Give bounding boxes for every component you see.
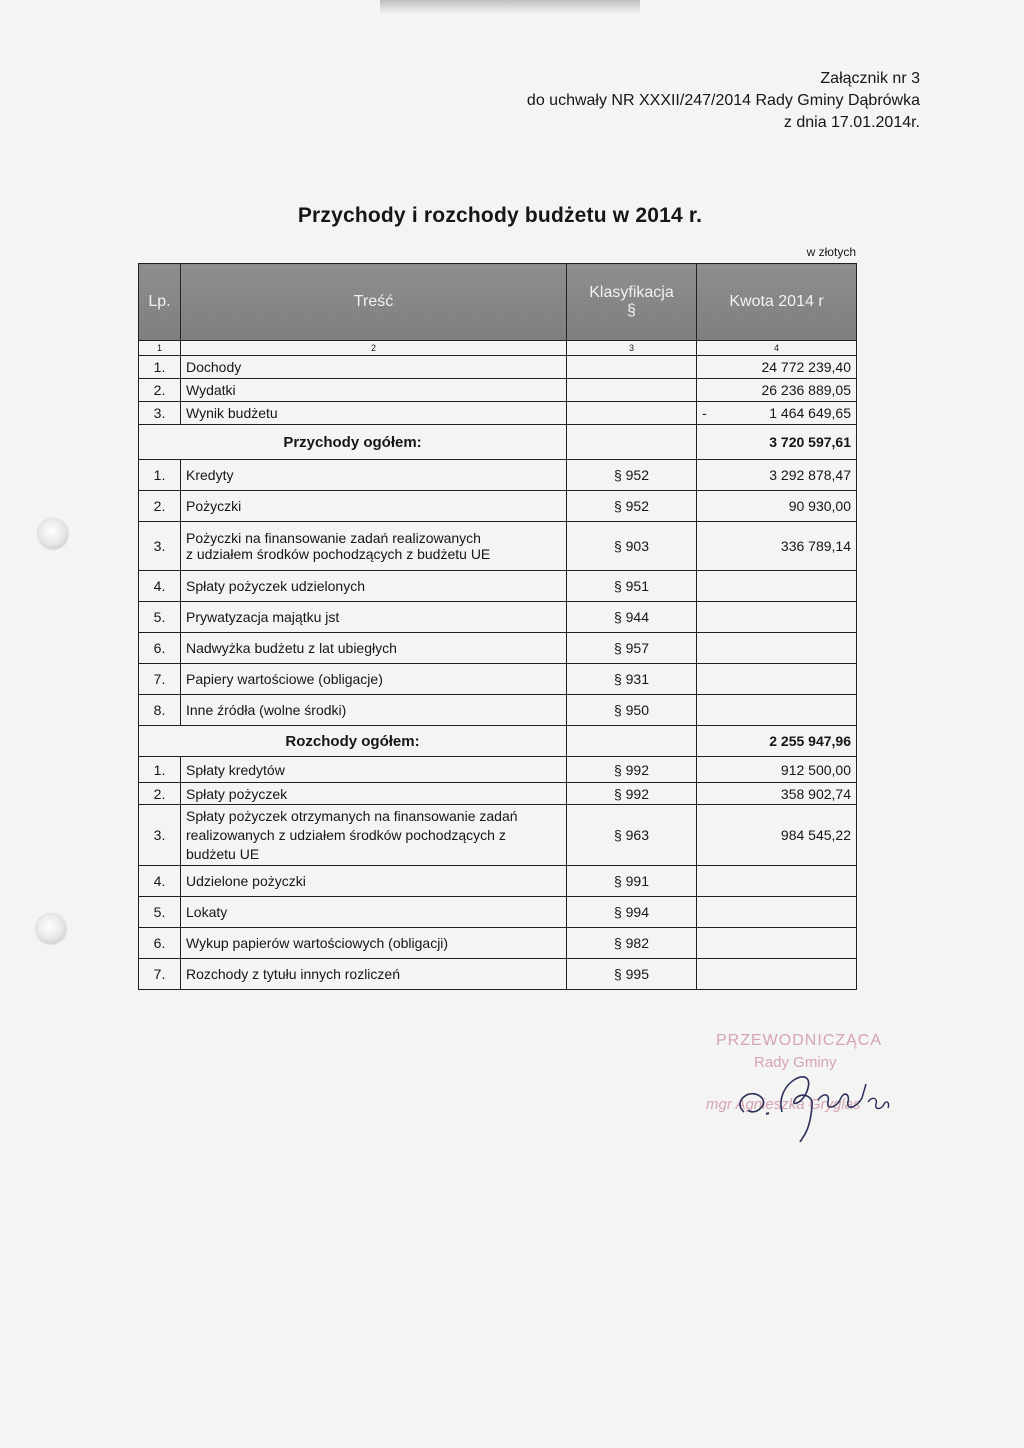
row-classification: § 950: [567, 695, 697, 726]
income-total-amount: 3 720 597,61: [697, 425, 857, 460]
chairwoman-stamp: [702, 1024, 922, 1124]
table-row: [139, 402, 857, 425]
table-row: [139, 805, 857, 866]
row-number: 2.: [139, 783, 181, 805]
stamp-name: mgr Agnieszka Gryglas: [706, 1096, 861, 1113]
row-text: [181, 805, 567, 866]
row-number: 3.: [139, 805, 181, 866]
row-classification: [567, 726, 697, 757]
column-header-tresc: Treść: [181, 264, 567, 341]
row-amount: 984 545,22: [697, 805, 857, 866]
row-amount: [697, 695, 857, 726]
row-amount: 24 772 239,40: [697, 356, 857, 379]
income-total-label: Przychody ogółem:: [139, 425, 567, 460]
row-number: 2.: [139, 379, 181, 402]
negative-sign: -: [702, 405, 707, 421]
row-number: 5.: [139, 602, 181, 633]
stamp-title: PRZEWODNICZĄCA: [716, 1032, 882, 1049]
row-text: Spłaty kredytów: [181, 757, 567, 783]
column-header-paragraph-sign: §: [627, 302, 636, 319]
row-amount-value: 1 464 649,65: [769, 405, 851, 421]
row-text-line: budżetu UE: [186, 845, 260, 862]
row-text: Pożyczki: [181, 491, 567, 522]
table-row: [139, 897, 857, 928]
document-header: [527, 68, 920, 134]
column-header-lp: Lp.: [139, 264, 181, 341]
table-row: [139, 783, 857, 805]
column-index: 1: [139, 341, 181, 356]
row-classification: § 952: [567, 460, 697, 491]
row-number: 4.: [139, 571, 181, 602]
row-amount: 90 930,00: [697, 491, 857, 522]
row-number: 7.: [139, 664, 181, 695]
row-amount: [697, 897, 857, 928]
scan-artifact: [380, 0, 640, 14]
table-row: [139, 491, 857, 522]
row-text: Prywatyzacja majątku jst: [181, 602, 567, 633]
column-index: 4: [697, 341, 857, 356]
row-number: 2.: [139, 491, 181, 522]
table-row: [139, 522, 857, 571]
table-row: [139, 959, 857, 990]
row-classification: § 944: [567, 602, 697, 633]
row-classification: [567, 356, 697, 379]
table-row: [139, 460, 857, 491]
row-classification: § 903: [567, 522, 697, 571]
table-row: [139, 356, 857, 379]
table-row: [139, 757, 857, 783]
row-amount: [697, 602, 857, 633]
expense-total-amount: 2 255 947,96: [697, 726, 857, 757]
row-classification: [567, 402, 697, 425]
row-classification: § 963: [567, 805, 697, 866]
row-classification: § 994: [567, 897, 697, 928]
row-classification: § 952: [567, 491, 697, 522]
row-text: Wydatki: [181, 379, 567, 402]
row-amount: [697, 633, 857, 664]
table-row: [139, 633, 857, 664]
row-classification: § 992: [567, 757, 697, 783]
attachment-label: Załącznik nr 3: [820, 70, 920, 87]
row-amount: 336 789,14: [697, 522, 857, 571]
unit-note: w złotych: [806, 245, 856, 259]
table-row: [139, 928, 857, 959]
row-text: Wynik budżetu: [181, 402, 567, 425]
column-header-klasyfikacja: [567, 264, 697, 341]
row-classification: § 931: [567, 664, 697, 695]
column-index-row: [139, 341, 857, 356]
row-classification: § 957: [567, 633, 697, 664]
row-text-line: z udziałem środków pochodzących z budżetu UE: [186, 546, 491, 562]
row-number: 1.: [139, 356, 181, 379]
row-text: Dochody: [181, 356, 567, 379]
row-amount: [697, 866, 857, 897]
row-classification: [567, 425, 697, 460]
column-index: 3: [567, 341, 697, 356]
column-header-klasyfikacja-label: Klasyfikacja: [589, 284, 674, 301]
row-classification: § 995: [567, 959, 697, 990]
row-amount: [697, 402, 857, 425]
row-classification: § 982: [567, 928, 697, 959]
resolution-label: do uchwały NR XXXII/247/2014 Rady Gminy Dąbrówka: [526, 92, 920, 109]
table-row: [139, 571, 857, 602]
row-number: 7.: [139, 959, 181, 990]
table-header-row: [139, 264, 857, 341]
row-classification: § 991: [567, 866, 697, 897]
row-amount: 358 902,74: [697, 783, 857, 805]
row-number: 5.: [139, 897, 181, 928]
page-title-text: Przychody i rozchody budżetu w 2014 r.: [297, 204, 703, 227]
page-title: [0, 204, 1024, 228]
row-text-line: Pożyczki na finansowanie zadań realizowanych: [186, 530, 481, 546]
row-number: 1.: [139, 757, 181, 783]
row-text: Spłaty pożyczek udzielonych: [181, 571, 567, 602]
row-text: Wykup papierów wartościowych (obligacji): [181, 928, 567, 959]
signature-mark: [722, 1042, 912, 1142]
row-text: Udzielone pożyczki: [181, 866, 567, 897]
row-number: 6.: [139, 928, 181, 959]
row-classification: [567, 379, 697, 402]
row-amount: [697, 571, 857, 602]
table-row: [139, 602, 857, 633]
row-number: 4.: [139, 866, 181, 897]
punch-hole: [36, 914, 66, 944]
resolution-date: z dnia 17.01.2014r.: [783, 114, 920, 131]
column-index: 2: [181, 341, 567, 356]
row-text: Lokaty: [181, 897, 567, 928]
row-text: Papiery wartościowe (obligacje): [181, 664, 567, 695]
row-text-line: realizowanych z udziałem środków pochodzących z: [186, 826, 506, 843]
expense-total-row: [139, 726, 857, 757]
row-text: Inne źródła (wolne środki): [181, 695, 567, 726]
row-number: 6.: [139, 633, 181, 664]
table-row: [139, 664, 857, 695]
row-text: Nadwyżka budżetu z lat ubiegłych: [181, 633, 567, 664]
row-number: 3.: [139, 522, 181, 571]
budget-table: [138, 263, 857, 990]
row-amount: 26 236 889,05: [697, 379, 857, 402]
table-row: [139, 379, 857, 402]
row-amount: 3 292 878,47: [697, 460, 857, 491]
punch-hole: [38, 519, 68, 549]
row-text: [181, 522, 567, 571]
table-row: [139, 866, 857, 897]
column-header-kwota: Kwota 2014 r: [697, 264, 857, 341]
table-row: [139, 695, 857, 726]
income-total-row: [139, 425, 857, 460]
row-text: Kredyty: [181, 460, 567, 491]
stamp-council: Rady Gminy: [754, 1054, 837, 1071]
row-amount: [697, 959, 857, 990]
expense-total-label: Rozchody ogółem:: [139, 726, 567, 757]
row-amount: [697, 664, 857, 695]
row-text-line: Spłaty pożyczek otrzymanych na finansowanie zadań: [186, 807, 518, 824]
row-classification: § 992: [567, 783, 697, 805]
row-amount: [697, 928, 857, 959]
row-number: 8.: [139, 695, 181, 726]
row-amount: 912 500,00: [697, 757, 857, 783]
row-number: 3.: [139, 402, 181, 425]
row-classification: § 951: [567, 571, 697, 602]
row-text: Rozchody z tytułu innych rozliczeń: [181, 959, 567, 990]
row-text: Spłaty pożyczek: [181, 783, 567, 805]
row-number: 1.: [139, 460, 181, 491]
